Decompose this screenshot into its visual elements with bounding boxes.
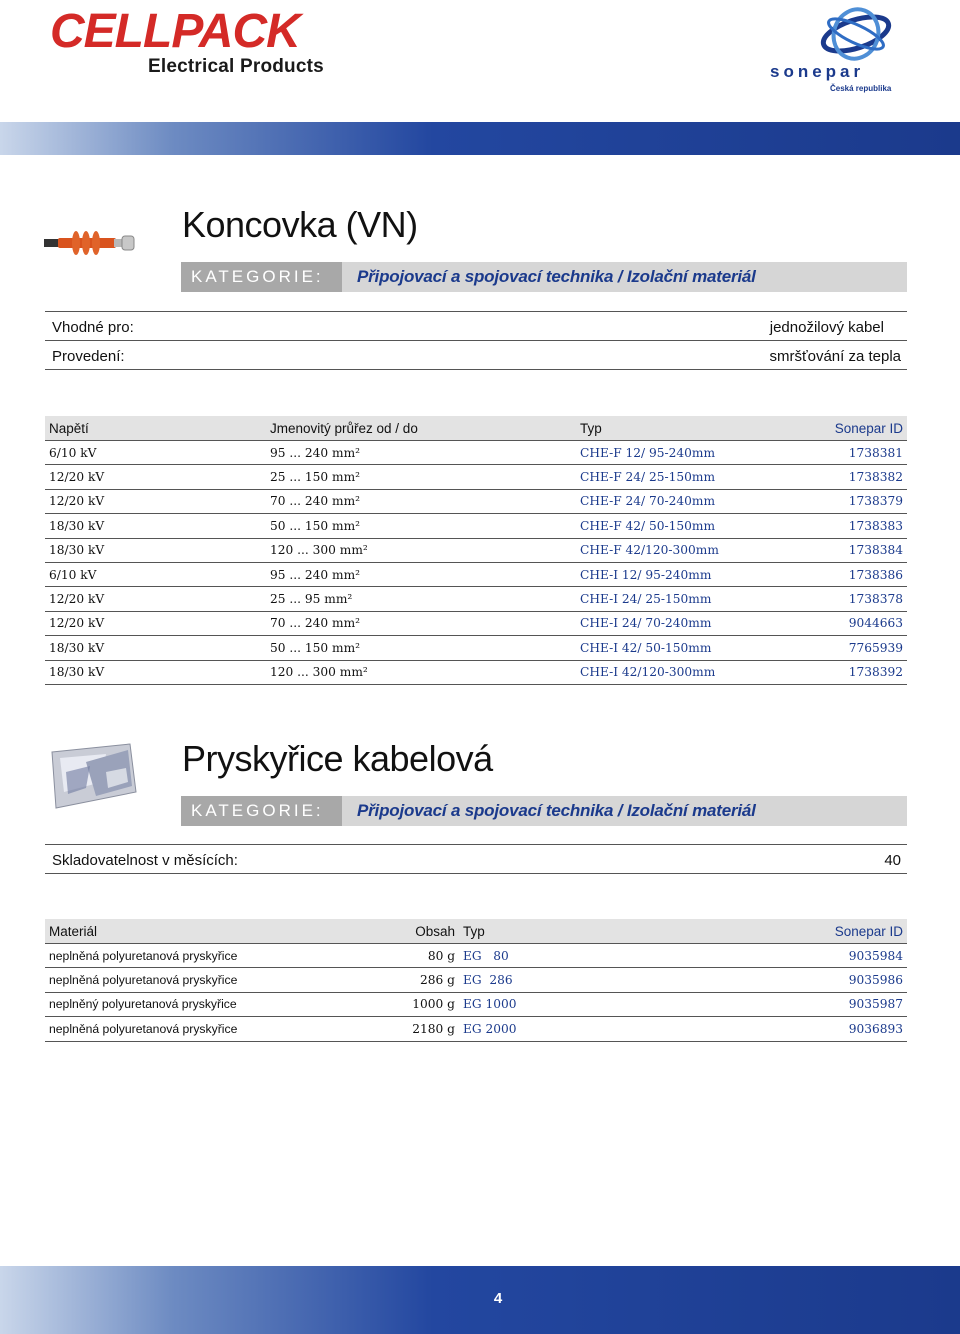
table-row xyxy=(45,562,907,586)
spec-label: Skladovatelnost v měsících: xyxy=(52,852,238,869)
type-cell: CHE-I 24/ 25-150mm xyxy=(576,587,766,611)
cross-section-cell: 120 ... 300 mm² xyxy=(266,660,576,684)
content-cell: 1000 g xyxy=(345,992,459,1016)
sonepar-id-cell: 9044663 xyxy=(766,611,907,635)
cross-section-cell: 70 ... 240 mm² xyxy=(266,489,576,513)
material-cell: neplněná polyuretanová pryskyřice xyxy=(45,968,345,992)
column-header: Typ xyxy=(459,919,576,944)
table-row xyxy=(45,587,907,611)
type-cell: EG 2000 xyxy=(459,1017,576,1041)
table-header-row xyxy=(45,919,907,944)
spec-label: Provedení: xyxy=(52,348,125,365)
sonepar-id-cell: 1738381 xyxy=(766,441,907,465)
sonepar-id-cell: 7765939 xyxy=(766,636,907,660)
cable-termination-image xyxy=(44,228,136,260)
type-cell: CHE-I 42/ 50-150mm xyxy=(576,636,766,660)
cellpack-logo xyxy=(44,6,324,76)
table-row xyxy=(45,611,907,635)
column-header: Jmenovitý průřez od / do xyxy=(266,416,576,441)
column-header: Sonepar ID xyxy=(766,416,907,441)
type-cell: EG 286 xyxy=(459,968,576,992)
voltage-cell: 12/20 kV xyxy=(45,611,266,635)
column-header: Obsah xyxy=(345,919,459,944)
column-header: Sonepar ID xyxy=(576,919,907,944)
cellpack-tagline: Electrical Products xyxy=(148,56,324,77)
category-bar xyxy=(181,262,907,292)
content-cell: 80 g xyxy=(345,944,459,968)
sonepar-id-cell: 9035984 xyxy=(576,944,907,968)
voltage-cell: 18/30 kV xyxy=(45,636,266,660)
material-cell: neplněná polyuretanová pryskyřice xyxy=(45,944,345,968)
divider xyxy=(45,369,907,370)
category-value: Připojovací a spojovací technika / Izolační materiál xyxy=(357,267,756,286)
product-table xyxy=(45,919,907,1042)
sonepar-country: Česká republika xyxy=(830,84,892,93)
cross-section-cell: 25 ... 150 mm² xyxy=(266,465,576,489)
table-row xyxy=(45,514,907,538)
sonepar-id-cell: 1738386 xyxy=(766,562,907,586)
product-title: Pryskyřice kabelová xyxy=(182,738,493,779)
product-title: Koncovka (VN) xyxy=(182,204,418,245)
type-cell: CHE-F 42/120-300mm xyxy=(576,538,766,562)
category-label: KATEGORIE: xyxy=(181,262,342,292)
header-band xyxy=(0,122,960,155)
sonepar-id-cell: 9035987 xyxy=(576,992,907,1016)
type-cell: CHE-F 24/ 25-150mm xyxy=(576,465,766,489)
type-cell: CHE-F 24/ 70-240mm xyxy=(576,489,766,513)
sonepar-id-cell: 1738378 xyxy=(766,587,907,611)
sonepar-id-cell: 9035986 xyxy=(576,968,907,992)
voltage-cell: 18/30 kV xyxy=(45,538,266,562)
table-row xyxy=(45,489,907,513)
column-header: Napětí xyxy=(45,416,266,441)
sonepar-id-cell: 9036893 xyxy=(576,1017,907,1041)
spec-label: Vhodné pro: xyxy=(52,319,134,336)
product-table xyxy=(45,416,907,685)
voltage-cell: 12/20 kV xyxy=(45,465,266,489)
sonepar-id-cell: 1738392 xyxy=(766,660,907,684)
table-row xyxy=(45,465,907,489)
type-cell: CHE-F 42/ 50-150mm xyxy=(576,514,766,538)
cellpack-wordmark: CELLPACK xyxy=(50,5,300,58)
category-label: KATEGORIE: xyxy=(181,796,342,826)
sonepar-id-cell: 1738384 xyxy=(766,538,907,562)
voltage-cell: 12/20 kV xyxy=(45,587,266,611)
voltage-cell: 6/10 kV xyxy=(45,441,266,465)
divider xyxy=(45,844,907,845)
type-cell: CHE-F 12/ 95-240mm xyxy=(576,441,766,465)
material-cell: neplněná polyuretanová pryskyřice xyxy=(45,1017,345,1041)
type-cell: CHE-I 42/120-300mm xyxy=(576,660,766,684)
sonepar-logo xyxy=(766,6,916,91)
spec-value: jednožilový kabel xyxy=(769,319,884,336)
table-row xyxy=(45,992,907,1016)
table-row xyxy=(45,636,907,660)
table-row xyxy=(45,968,907,992)
cross-section-cell: 70 ... 240 mm² xyxy=(266,611,576,635)
voltage-cell: 18/30 kV xyxy=(45,660,266,684)
table-row xyxy=(45,441,907,465)
category-bar xyxy=(181,796,907,826)
content-cell: 286 g xyxy=(345,968,459,992)
table-row xyxy=(45,944,907,968)
page-number: 4 xyxy=(493,1290,503,1307)
type-cell: CHE-I 24/ 70-240mm xyxy=(576,611,766,635)
cross-section-cell: 50 ... 150 mm² xyxy=(266,514,576,538)
divider xyxy=(45,873,907,874)
content-cell: 2180 g xyxy=(345,1017,459,1041)
table-row xyxy=(45,660,907,684)
voltage-cell: 6/10 kV xyxy=(45,562,266,586)
cross-section-cell: 120 ... 300 mm² xyxy=(266,538,576,562)
cross-section-cell: 25 ... 95 mm² xyxy=(266,587,576,611)
divider xyxy=(45,340,907,341)
divider xyxy=(45,311,907,312)
sonepar-id-cell: 1738382 xyxy=(766,465,907,489)
category-value: Připojovací a spojovací technika / Izolační materiál xyxy=(357,801,756,820)
column-header: Materiál xyxy=(45,919,345,944)
sonepar-id-cell: 1738379 xyxy=(766,489,907,513)
cross-section-cell: 95 ... 240 mm² xyxy=(266,562,576,586)
table-row xyxy=(45,1017,907,1041)
sonepar-wordmark: sonepar xyxy=(770,62,865,81)
voltage-cell: 18/30 kV xyxy=(45,514,266,538)
voltage-cell: 12/20 kV xyxy=(45,489,266,513)
type-cell: CHE-I 12/ 95-240mm xyxy=(576,562,766,586)
resin-pouch-image xyxy=(46,742,138,810)
spec-value: smršťování za tepla xyxy=(769,348,901,365)
spec-value: 40 xyxy=(884,852,901,869)
material-cell: neplněný polyuretanová pryskyřice xyxy=(45,992,345,1016)
cross-section-cell: 50 ... 150 mm² xyxy=(266,636,576,660)
column-header: Typ xyxy=(576,416,766,441)
sonepar-id-cell: 1738383 xyxy=(766,514,907,538)
sonepar-globe-icon xyxy=(766,6,916,66)
type-cell: EG 80 xyxy=(459,944,576,968)
cross-section-cell: 95 ... 240 mm² xyxy=(266,441,576,465)
table-header-row xyxy=(45,416,907,441)
table-row xyxy=(45,538,907,562)
type-cell: EG 1000 xyxy=(459,992,576,1016)
